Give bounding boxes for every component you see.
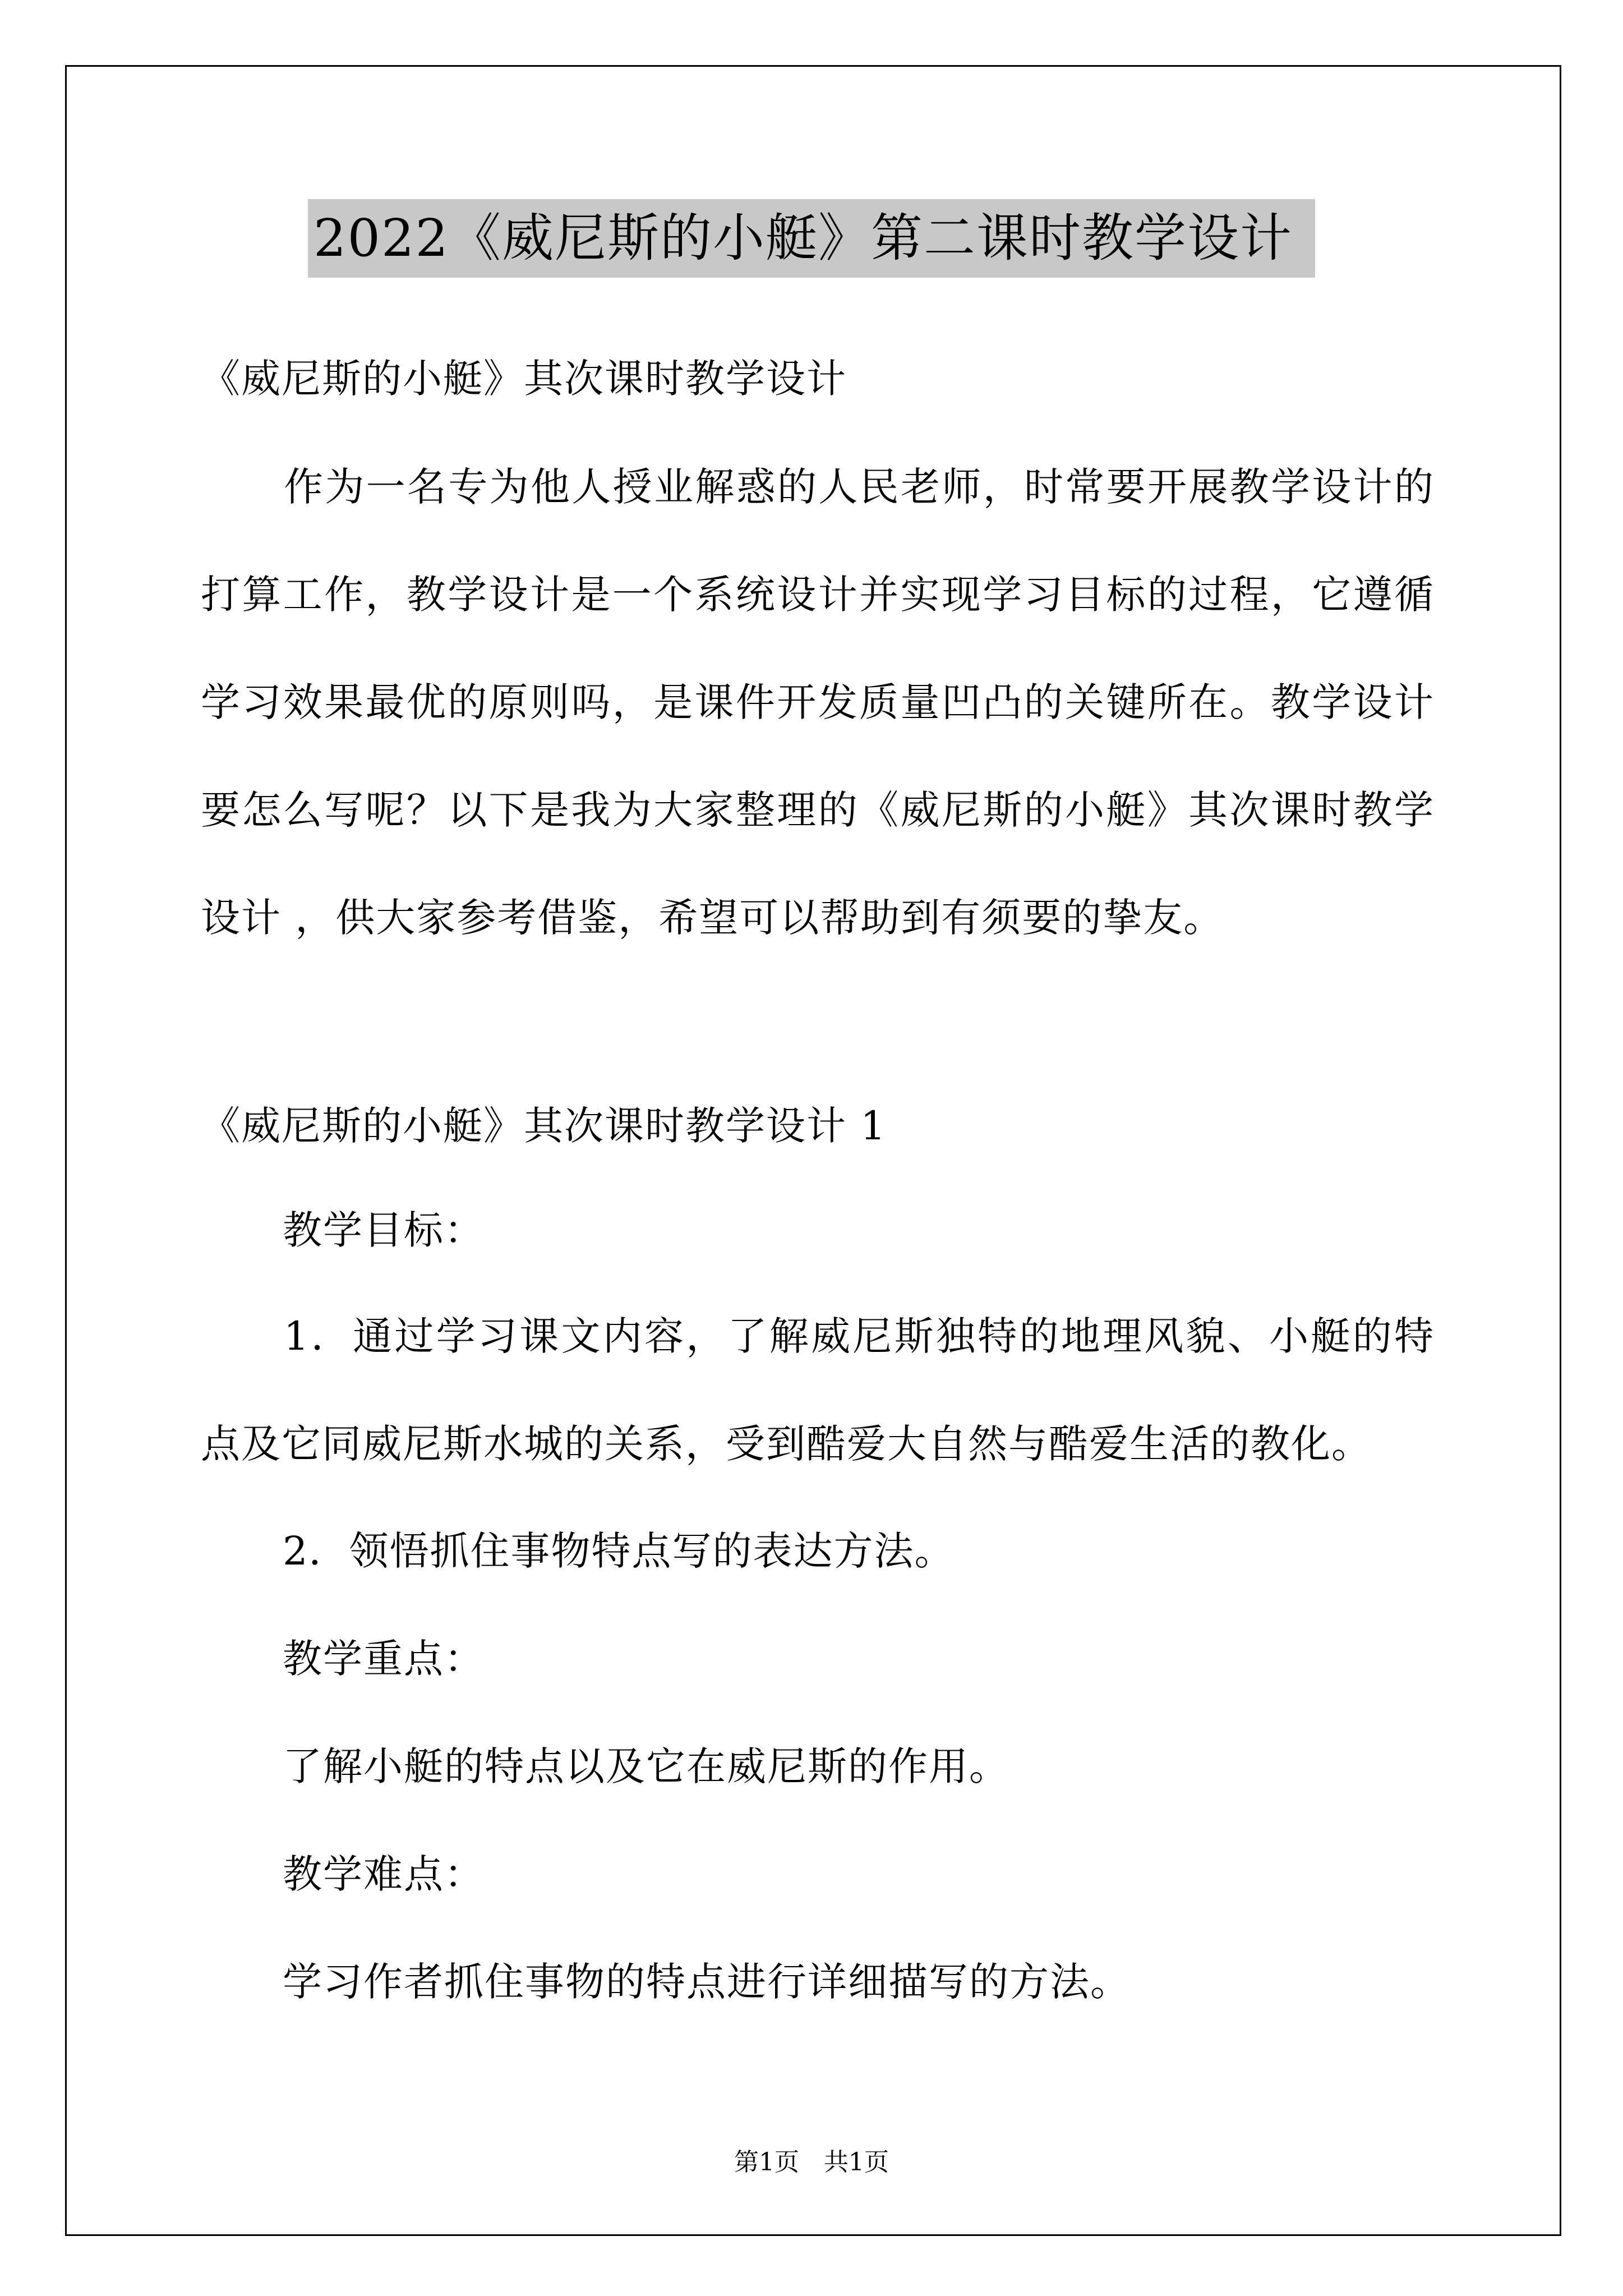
key-point-label: 教学重点：: [283, 1636, 485, 1682]
objective-2: 2．领悟抓住事物特点写的表达方法。: [283, 1528, 955, 1574]
page-footer: 第1页 共1页: [734, 2148, 889, 2177]
document-title: 2022《威尼斯的小艇》第二课时教学设计: [308, 199, 1315, 278]
objective-1: 1．通过学习课文内容，了解威尼斯独特的地理风貌、小艇的特点及它同威尼斯水城的关系，受到酷爱大自然与酷爱生活的教化。: [201, 1313, 1435, 1467]
difficulty-text: 学习作者抓住事物的特点进行详细描写的方法。: [283, 1959, 1131, 2005]
difficulty-label: 教学难点：: [283, 1851, 485, 1897]
objectives-label: 教学目标：: [283, 1207, 485, 1253]
document-subtitle: 《威尼斯的小艇》其次课时教学设计: [201, 356, 847, 402]
key-point-text: 了解小艇的特点以及它在威尼斯的作用。: [283, 1743, 1009, 1789]
title-container: [0, 199, 1623, 278]
section-heading: 《威尼斯的小艇》其次课时教学设计 1: [201, 1103, 887, 1149]
intro-paragraph: 作为一名专为他人授业解惑的人民老师，时常要开展教学设计的打算工作，教学设计是一个系统设计并实现学习目标的过程，它遵循学习效果最优的原则吗，是课件开发质量凹凸的关键所在。教学设计要怎么写呢？以下是我为大家整理的《威尼斯的小艇》其次课时教学设计 ，供大家参考借鉴，希望可以帮助到有须要的挚友。: [201, 464, 1435, 941]
